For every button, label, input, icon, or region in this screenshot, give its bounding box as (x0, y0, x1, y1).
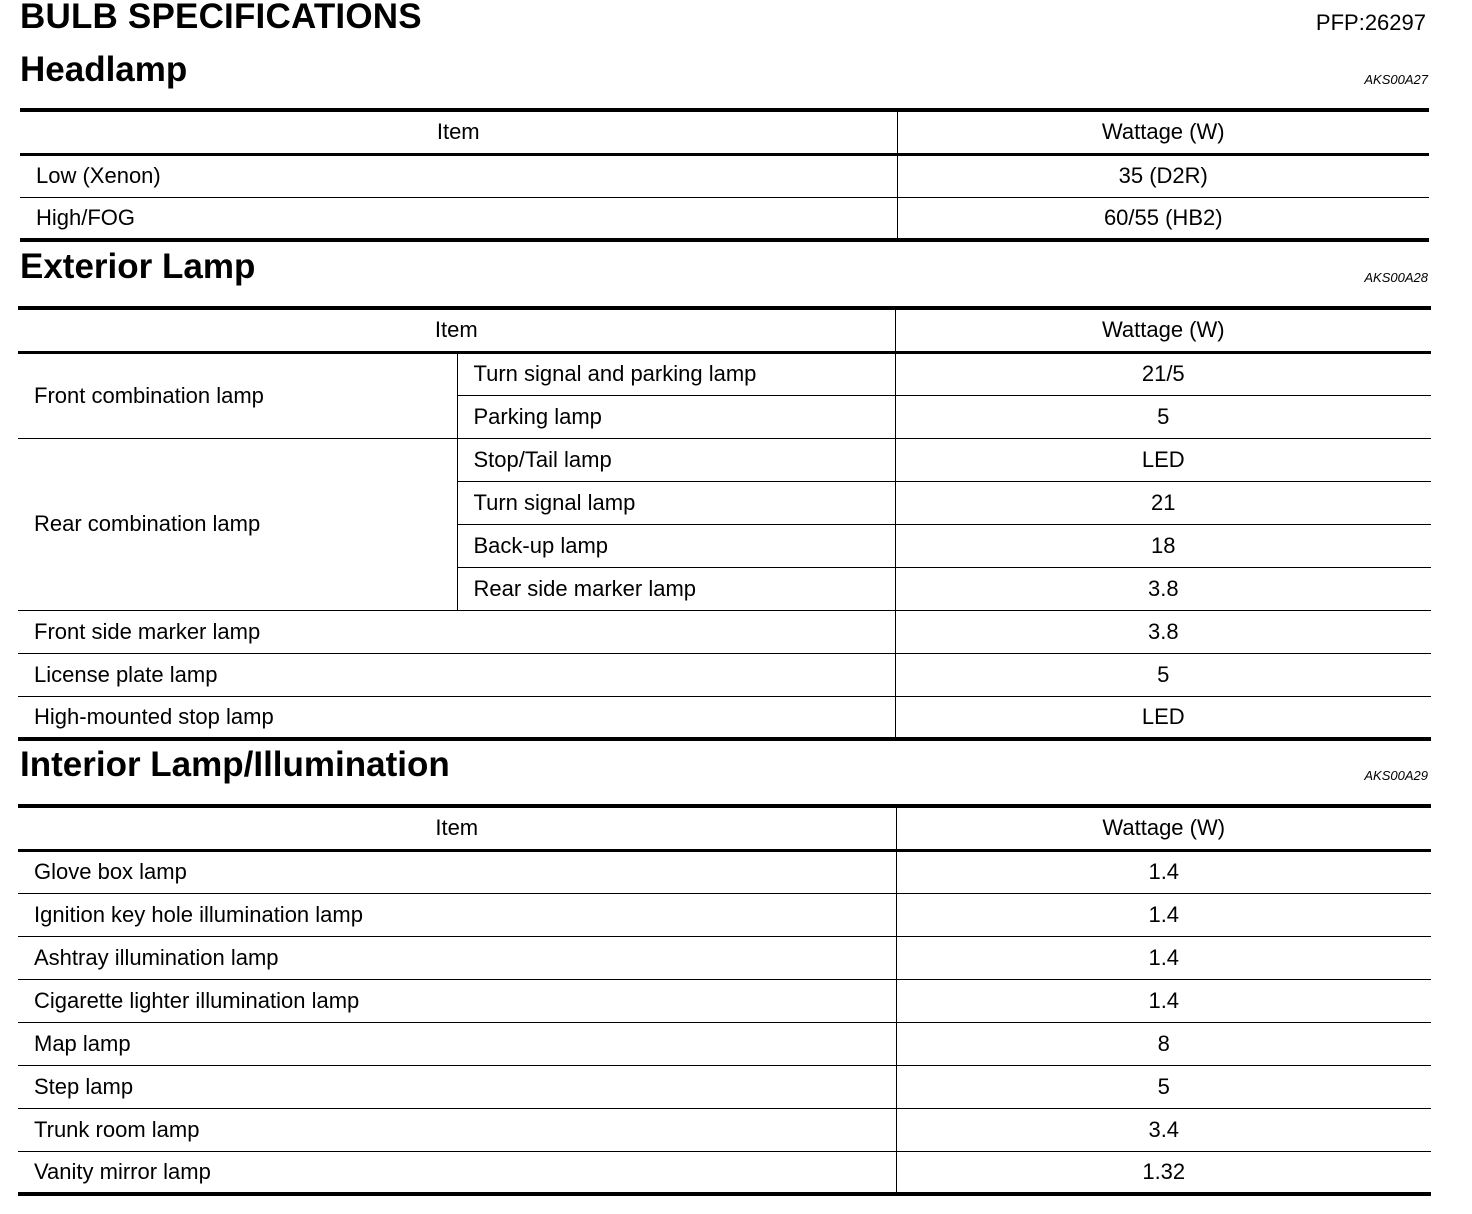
item-cell: Trunk room lamp (18, 1108, 896, 1151)
wattage-cell: 21 (895, 481, 1431, 524)
item-cell: Front side marker lamp (18, 610, 895, 653)
headlamp-section-title: Headlamp (20, 50, 188, 89)
interior-section-code: AKS00A29 (1364, 768, 1428, 783)
column-header-item: Item (20, 110, 897, 154)
item-cell: Ignition key hole illumination lamp (18, 893, 896, 936)
wattage-cell: 35 (D2R) (897, 154, 1429, 197)
table-row (18, 1108, 1431, 1151)
column-header-item: Item (18, 806, 896, 850)
table-row (18, 352, 1431, 395)
table-row (18, 1151, 1431, 1194)
table-row (18, 936, 1431, 979)
table-row (20, 197, 1429, 240)
item-cell: Turn signal lamp (457, 481, 895, 524)
column-header-wattage: Wattage (W) (896, 806, 1431, 850)
wattage-cell: 60/55 (HB2) (897, 197, 1429, 240)
wattage-cell: 1.4 (896, 850, 1431, 893)
item-cell: Map lamp (18, 1022, 896, 1065)
item-cell: Turn signal and parking lamp (457, 352, 895, 395)
column-header-wattage: Wattage (W) (895, 308, 1431, 352)
page-title: BULB SPECIFICATIONS (20, 0, 422, 36)
wattage-cell: LED (895, 696, 1431, 739)
item-cell: Step lamp (18, 1065, 896, 1108)
wattage-cell: 5 (895, 395, 1431, 438)
wattage-cell: 5 (896, 1065, 1431, 1108)
item-cell: High/FOG (20, 197, 897, 240)
part-number: PFP:26297 (1315, 10, 1426, 35)
item-cell: Back-up lamp (457, 524, 895, 567)
wattage-cell: 1.4 (896, 936, 1431, 979)
wattage-cell: 3.4 (896, 1108, 1431, 1151)
headlamp-section-code: AKS00A27 (1364, 72, 1428, 87)
column-header-item: Item (18, 308, 895, 352)
item-cell: Low (Xenon) (20, 154, 897, 197)
table-row (18, 696, 1431, 739)
exterior-section-code: AKS00A28 (1364, 270, 1428, 285)
table-row (18, 438, 1431, 481)
table-row (18, 979, 1431, 1022)
item-cell: High-mounted stop lamp (18, 696, 895, 739)
table-row (18, 893, 1431, 936)
wattage-cell: 8 (896, 1022, 1431, 1065)
interior-section-title: Interior Lamp/Illumination (20, 745, 450, 784)
group-label-cell: Front combination lamp (18, 352, 457, 438)
item-cell: Cigarette lighter illumination lamp (18, 979, 896, 1022)
column-header-wattage: Wattage (W) (897, 110, 1429, 154)
item-cell: Ashtray illumination lamp (18, 936, 896, 979)
wattage-cell: 5 (895, 653, 1431, 696)
table-row (18, 1065, 1431, 1108)
wattage-cell: 18 (895, 524, 1431, 567)
wattage-cell: 1.4 (896, 893, 1431, 936)
item-cell: Parking lamp (457, 395, 895, 438)
wattage-cell: 1.32 (896, 1151, 1431, 1194)
group-label-cell: Rear combination lamp (18, 438, 457, 610)
item-cell: License plate lamp (18, 653, 895, 696)
table-row (18, 1022, 1431, 1065)
interior-table (18, 804, 1431, 1196)
wattage-cell: 1.4 (896, 979, 1431, 1022)
item-cell: Glove box lamp (18, 850, 896, 893)
table-row (18, 653, 1431, 696)
table-header-row (18, 308, 1431, 352)
table-row (20, 154, 1429, 197)
wattage-cell: 3.8 (895, 567, 1431, 610)
item-cell: Vanity mirror lamp (18, 1151, 896, 1194)
table-row (18, 610, 1431, 653)
table-header-row (18, 806, 1431, 850)
wattage-cell: 21/5 (895, 352, 1431, 395)
item-cell: Stop/Tail lamp (457, 438, 895, 481)
wattage-cell: LED (895, 438, 1431, 481)
exterior-table (18, 306, 1431, 741)
exterior-section-title: Exterior Lamp (20, 247, 256, 286)
headlamp-table (20, 108, 1429, 242)
wattage-cell: 3.8 (895, 610, 1431, 653)
item-cell: Rear side marker lamp (457, 567, 895, 610)
table-header-row (20, 110, 1429, 154)
table-row (18, 850, 1431, 893)
